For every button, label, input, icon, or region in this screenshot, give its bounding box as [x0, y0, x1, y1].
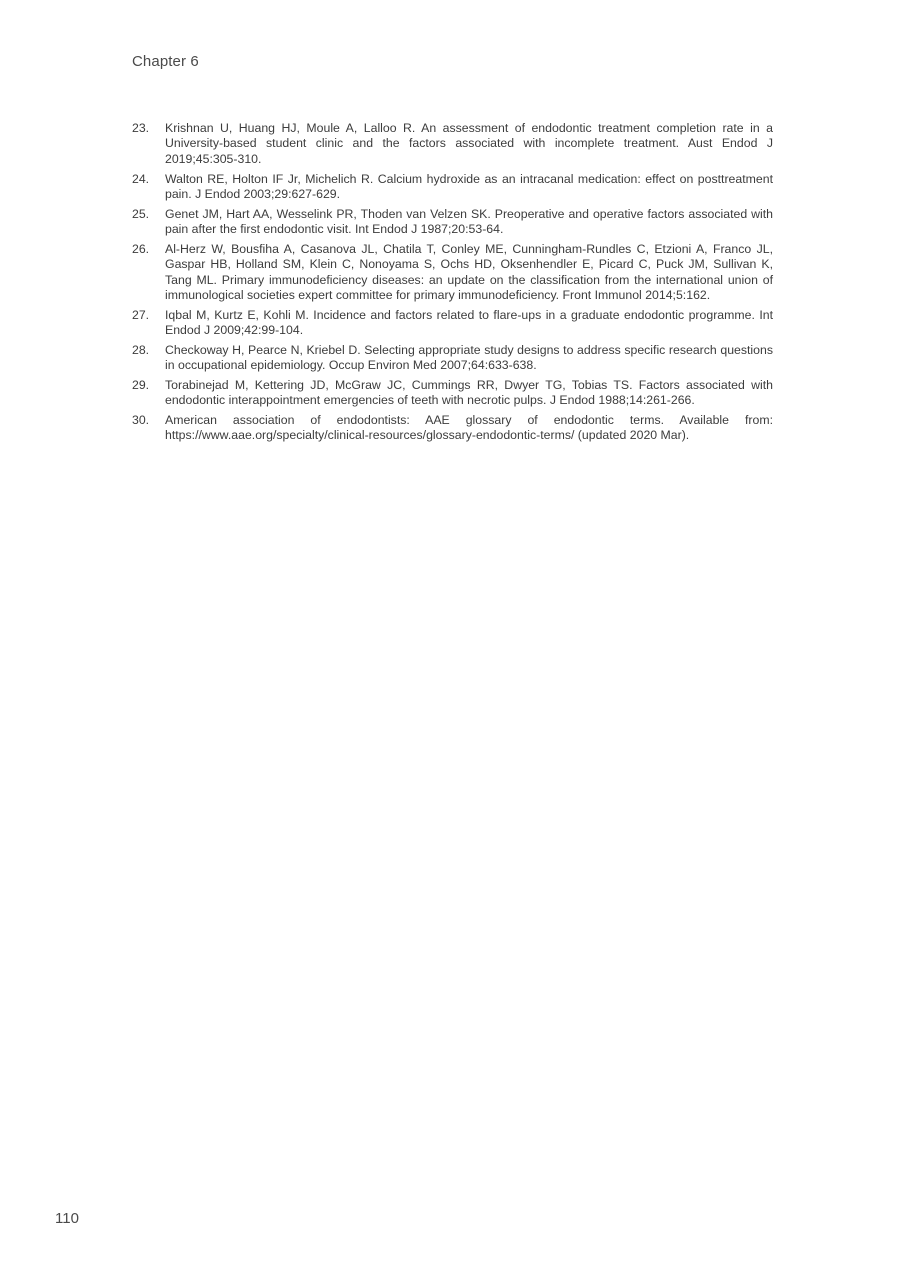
reference-text: Iqbal M, Kurtz E, Kohli M. Incidence and factors related to flare-ups in a graduate endodontic programme. Int Endod J 2009;42:99-104. [165, 307, 773, 338]
page-number: 110 [55, 1210, 79, 1227]
reference-number: 26. [132, 241, 150, 256]
reference-item [132, 242, 773, 304]
reference-number: 29. [132, 377, 150, 392]
reference-number: 23. [132, 121, 150, 135]
reference-number: 30. [132, 412, 150, 427]
reference-item [132, 413, 773, 444]
reference-number: 27. [132, 307, 150, 322]
reference-item [132, 172, 773, 203]
reference-number: 28. [132, 342, 150, 357]
reference-list [132, 121, 773, 448]
reference-item [132, 378, 773, 409]
reference-text: Walton RE, Holton IF Jr, Michelich R. Calcium hydroxide as an intracanal medication: effect on posttreatment pain. J Endod 2003;29:627-629. [165, 171, 773, 201]
reference-text: Krishnan U, Huang HJ, Moule A, Lalloo R. An assessment of endodontic treatment completion rate in a University-based student clinic and the factors associated with incomplete treatment. Aust Endod J 2019;45:305-310. [165, 121, 773, 166]
reference-number: 24. [132, 171, 150, 186]
reference-text: American association of endodontists: AAE glossary of endodontic terms. Available from: https://www.aae.org/specialty/clinical-resources/glossary-endodontic-terms/ (updated 2020 Mar). [165, 412, 773, 443]
reference-item [132, 207, 773, 238]
reference-text: Checkoway H, Pearce N, Kriebel D. Selecting appropriate study designs to address specific research questions in occupational epidemiology. Occup Environ Med 2007;64:633-638. [165, 342, 773, 373]
reference-text: Torabinejad M, Kettering JD, McGraw JC, Cummings RR, Dwyer TG, Tobias TS. Factors associated with endodontic interappointment emergencies of teeth with necrotic pulps. J Endod 1988;14:261-266. [165, 377, 773, 408]
reference-text: Genet JM, Hart AA, Wesselink PR, Thoden van Velzen SK. Preoperative and operative factors associated with pain after the first endodontic visit. Int Endod J 1987;20:53-64. [165, 206, 773, 237]
chapter-header: Chapter 6 [132, 53, 199, 70]
reference-item [132, 308, 773, 339]
reference-text: Al-Herz W, Bousfiha A, Casanova JL, Chatila T, Conley ME, Cunningham-Rundles C, Etzioni A, Franco JL, Gaspar HB, Holland SM, Klein C, Nonoyama S, Ochs HD, Oksenhendler E, Picard C, Puck JM, Sullivan K, Tang ML. Primary immunodeficiency diseases: an update on the classification from the international union of immunological societies expert committee for primary immunodeficiency. Front Immunol 2014;5:162. [165, 241, 773, 302]
reference-number: 25. [132, 206, 150, 221]
reference-item [132, 121, 773, 167]
reference-item [132, 343, 773, 374]
